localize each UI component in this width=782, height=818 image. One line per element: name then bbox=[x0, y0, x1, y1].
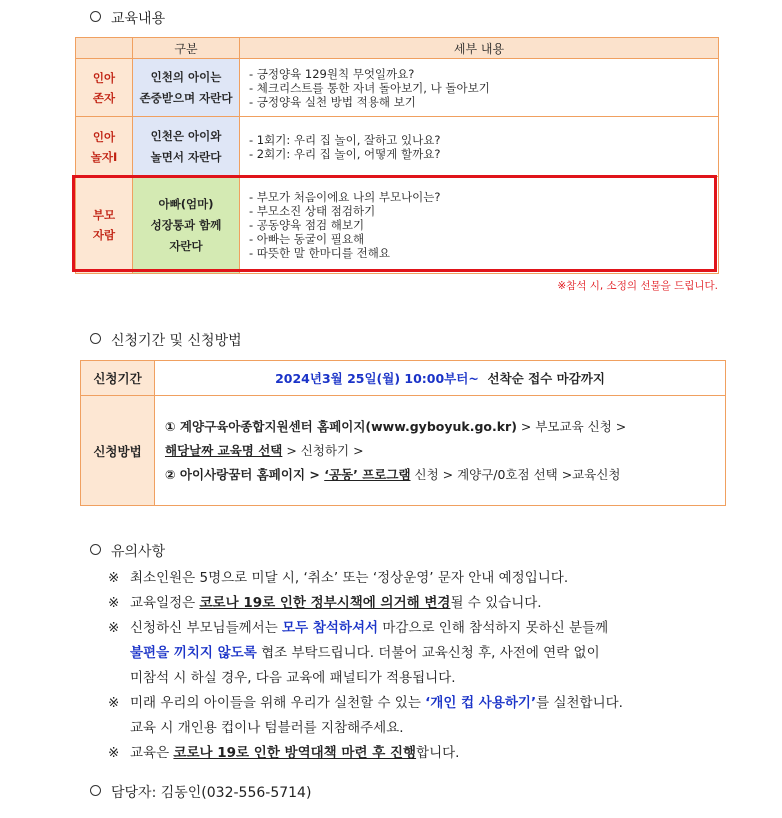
row-title: 아빠(엄마) 성장통과 함께 자란다 bbox=[133, 177, 240, 274]
notes-list bbox=[108, 566, 708, 766]
row-details: - 긍정양육 129원칙 무엇일까요? - 체크리스트를 통한 자녀 돌아보기, 나 돌아보기 - 긍정양육 실천 방법 적용해 보기 bbox=[240, 59, 719, 117]
row-category: 부모 자람 bbox=[76, 177, 133, 274]
header-details: 세부 내용 bbox=[240, 38, 719, 59]
row-category: 인아 존자 bbox=[76, 59, 133, 117]
row-title: 인천은 아이와 놀면서 자란다 bbox=[133, 117, 240, 177]
gift-footnote: ※참석 시, 소정의 선물을 드립니다. bbox=[557, 280, 718, 292]
note-item: ※ 신청하신 부모님들께서는 모두 참석하셔서 마감으로 인해 참석하지 못하신 분들께 불편을 끼치지 않도록 협조 부탁드립니다. 더불어 교육신청 후, 사전에 연락 없이 미참석 시 하실 경우, 다음 교육에 패널티가 적용됩니다. bbox=[108, 620, 609, 686]
highlight-box bbox=[72, 175, 717, 272]
note-item: ※ 최소인원은 5명으로 미달 시, ‘취소’ 또는 ‘정상운영’ 문자 안내 예정입니다. bbox=[108, 570, 569, 586]
row-category: 인아 놀자I bbox=[76, 117, 133, 177]
note-item: ※ 미래 우리의 아이들을 위해 우리가 실천할 수 있는 ‘개인 컵 사용하기’를 실천합니다. 교육 시 개인용 컵이나 텀블러를 지참해주세요. bbox=[108, 695, 623, 736]
application-table bbox=[80, 360, 726, 506]
note-item: ※ 교육일정은 코로나 19로 인한 정부시책에 의거해 변경될 수 있습니다. bbox=[108, 595, 542, 611]
method-label: 신청방법 bbox=[81, 396, 155, 506]
circle-bullet-icon bbox=[90, 785, 101, 796]
section-contact: 담당자: 김동인(032-556-5714) bbox=[90, 782, 311, 802]
method-value: ① 계양구육아종합지원센터 홈페이지(www.gyboyuk.go.kr) > 부모교육 신청 > 해당날짜 교육명 선택 > 신청하기 > ② 아이사랑꿈터 홈페이지 > ‘공동’ 프로그램 신청 > 계양구/0호점 선택 >교육신청 bbox=[155, 396, 726, 506]
section-education-content: 교육내용 bbox=[90, 8, 165, 28]
circle-bullet-icon bbox=[90, 333, 101, 344]
circle-bullet-icon bbox=[90, 11, 101, 22]
period-value: 2024년3월 25일(월) 10:00부터~ 선착순 접수 마감까지 bbox=[155, 361, 726, 396]
circle-bullet-icon bbox=[90, 544, 101, 555]
row-details: - 부모가 처음이에요 나의 부모나이는? - 부모소진 상태 점검하기 - 공동양육 점검 해보기 - 아빠는 동굴이 필요해 - 따뜻한 말 한마디를 전해요 bbox=[240, 177, 719, 274]
note-item: ※ 교육은 코로나 19로 인한 방역대책 마련 후 진행합니다. bbox=[108, 745, 460, 761]
row-title: 인천의 아이는 존중받으며 자란다 bbox=[133, 59, 240, 117]
period-label: 신청기간 bbox=[81, 361, 155, 396]
row-details: - 1회기: 우리 집 놀이, 잘하고 있나요? - 2회기: 우리 집 놀이, 어떻게 할까요? bbox=[240, 117, 719, 177]
section-notes: 유의사항 bbox=[90, 541, 165, 561]
section-application: 신청기간 및 신청방법 bbox=[90, 330, 242, 350]
header-category: 구분 bbox=[133, 38, 240, 59]
